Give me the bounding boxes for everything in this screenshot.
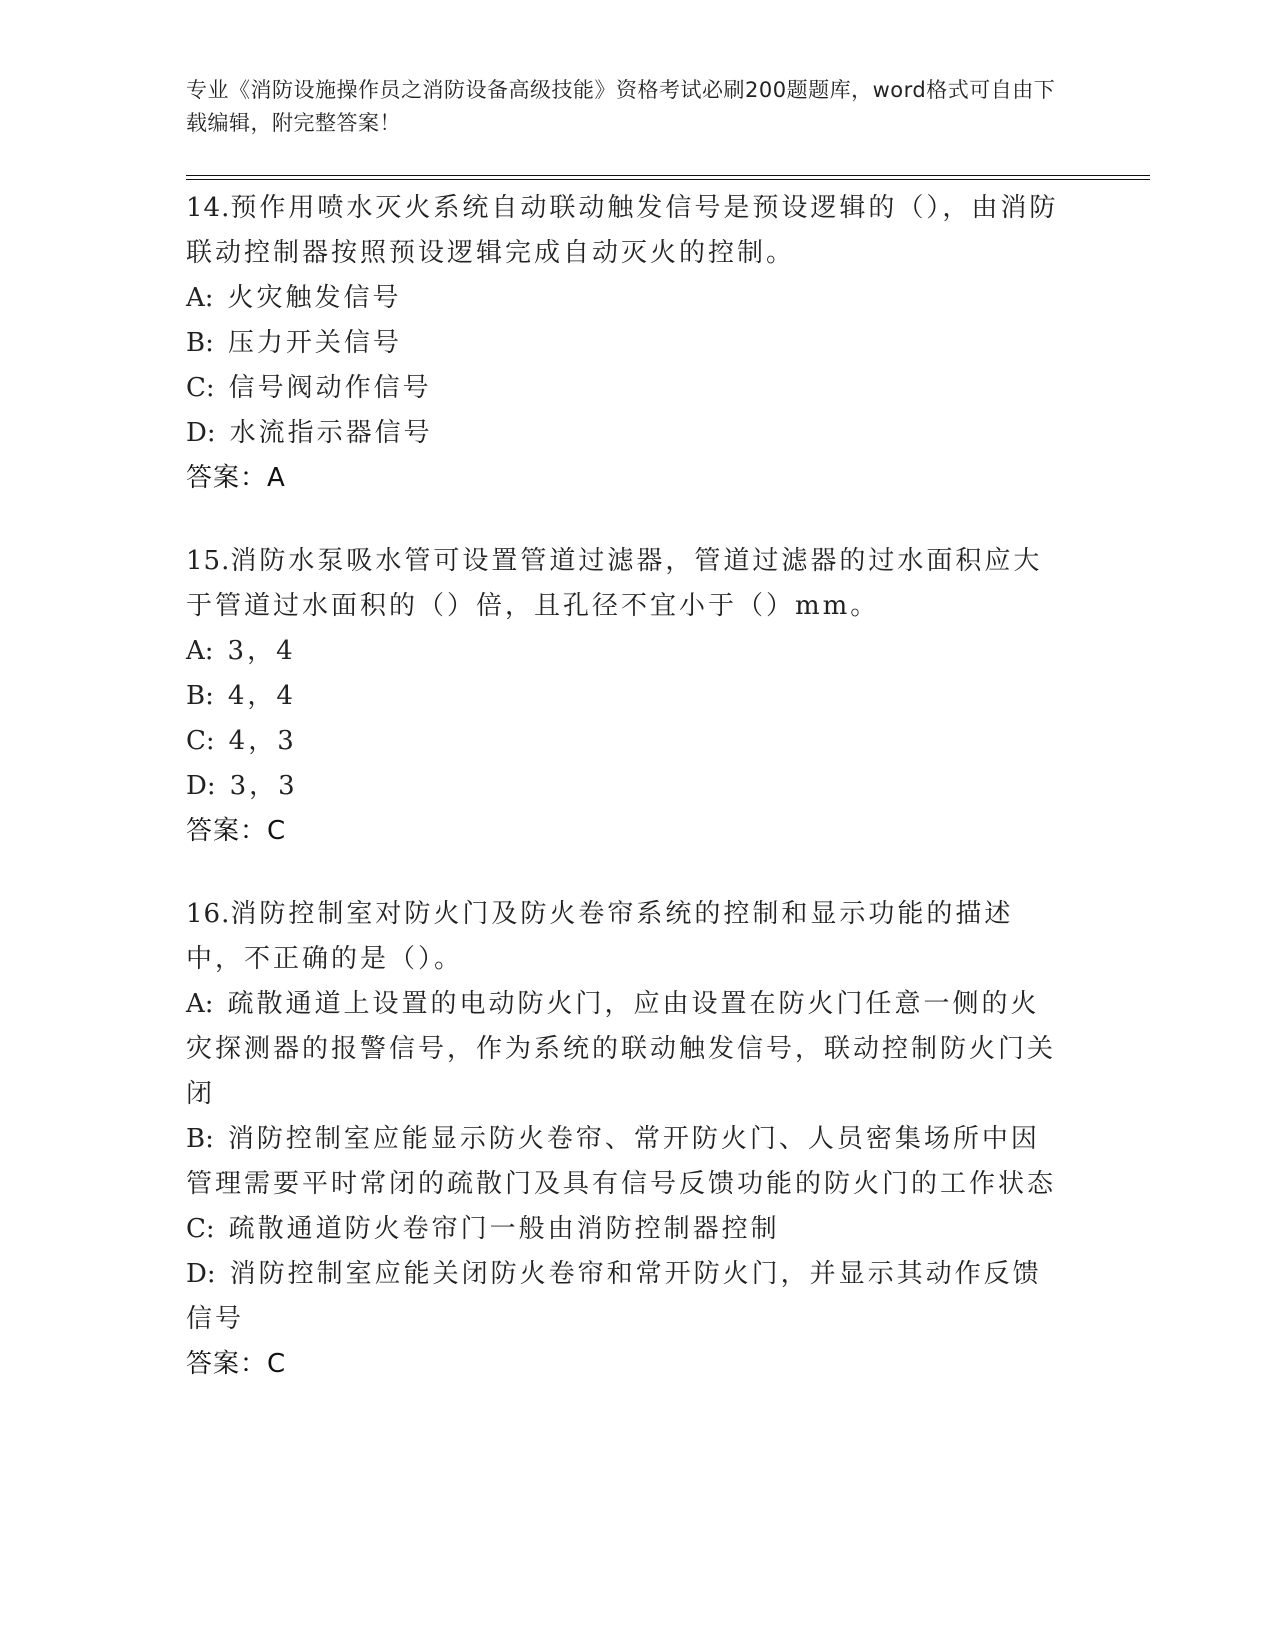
option-d [186, 764, 1066, 809]
question-list [186, 186, 1066, 1425]
option-text: 4，4 [227, 681, 296, 711]
option-letter: D: [186, 771, 216, 801]
question-text: 消防水泵吸水管可设置管道过滤器，管道过滤器的过水面积应大于管道过水面积的（）倍，且孔径不宜小于（）mm。 [186, 546, 1043, 621]
question-15 [186, 539, 1066, 854]
question-number: 16. [186, 899, 231, 929]
question-stem [186, 539, 1066, 629]
option-letter: A: [186, 283, 214, 313]
option-letter: B: [186, 328, 214, 358]
option-text: 疏散通道防火卷帘门一般由消防控制器控制 [228, 1214, 780, 1244]
option-b [186, 674, 1066, 719]
option-a [186, 982, 1066, 1117]
answer-line: 答案：C [186, 816, 287, 846]
option-d [186, 411, 1066, 456]
option-c [186, 719, 1066, 764]
header-divider-top [186, 175, 1150, 176]
question-number: 15. [186, 546, 231, 576]
option-a [186, 629, 1066, 674]
option-c [186, 1207, 1066, 1252]
option-letter: D: [186, 418, 216, 448]
option-text: 疏散通道上设置的电动防火门，应由设置在防火门任意一侧的火灾探测器的报警信号，作为系统的联动触发信号，联动控制防火门关闭 [186, 989, 1057, 1109]
option-text: 压力开关信号 [227, 328, 402, 358]
question-16 [186, 892, 1066, 1387]
answer-line: 答案：C [186, 1349, 287, 1379]
option-d [186, 1252, 1066, 1342]
question-14 [186, 186, 1066, 501]
option-text: 消防控制室应能显示防火卷帘、常开防火门、人员密集场所中因管理需要平时常闭的疏散门及具有信号反馈功能的防火门的工作状态 [186, 1124, 1057, 1199]
option-text: 3，4 [227, 636, 296, 666]
option-b [186, 1117, 1066, 1207]
option-letter: B: [186, 681, 214, 711]
option-letter: A: [186, 989, 214, 1019]
question-stem [186, 186, 1066, 276]
question-stem [186, 892, 1066, 982]
option-letter: A: [186, 636, 214, 666]
option-text: 3，3 [229, 771, 298, 801]
option-a [186, 276, 1066, 321]
header-divider-bottom [186, 179, 1150, 180]
question-text: 消防控制室对防火门及防火卷帘系统的控制和显示功能的描述中，不正确的是（）。 [186, 899, 1014, 974]
option-text: 信号阀动作信号 [228, 373, 432, 403]
option-letter: C: [186, 373, 215, 403]
option-letter: D: [186, 1259, 216, 1289]
option-text: 火灾触发信号 [227, 283, 402, 313]
option-letter: C: [186, 1214, 215, 1244]
question-text: 预作用喷水灭火系统自动联动触发信号是预设逻辑的（），由消防联动控制器按照预设逻辑完成自动灭火的控制。 [186, 193, 1059, 268]
option-letter: B: [186, 1124, 214, 1154]
option-text: 4，3 [228, 726, 297, 756]
answer-line: 答案：A [186, 463, 286, 493]
option-c [186, 366, 1066, 411]
document-header: 专业《消防设施操作员之消防设备高级技能》资格考试必刷200题题库，word格式可自由下载编辑，附完整答案！ [186, 78, 1056, 135]
question-number: 14. [186, 193, 231, 223]
option-text: 水流指示器信号 [229, 418, 433, 448]
option-b [186, 321, 1066, 366]
option-letter: C: [186, 726, 215, 756]
option-text: 消防控制室应能关闭防火卷帘和常开防火门，并显示其动作反馈信号 [186, 1259, 1042, 1334]
